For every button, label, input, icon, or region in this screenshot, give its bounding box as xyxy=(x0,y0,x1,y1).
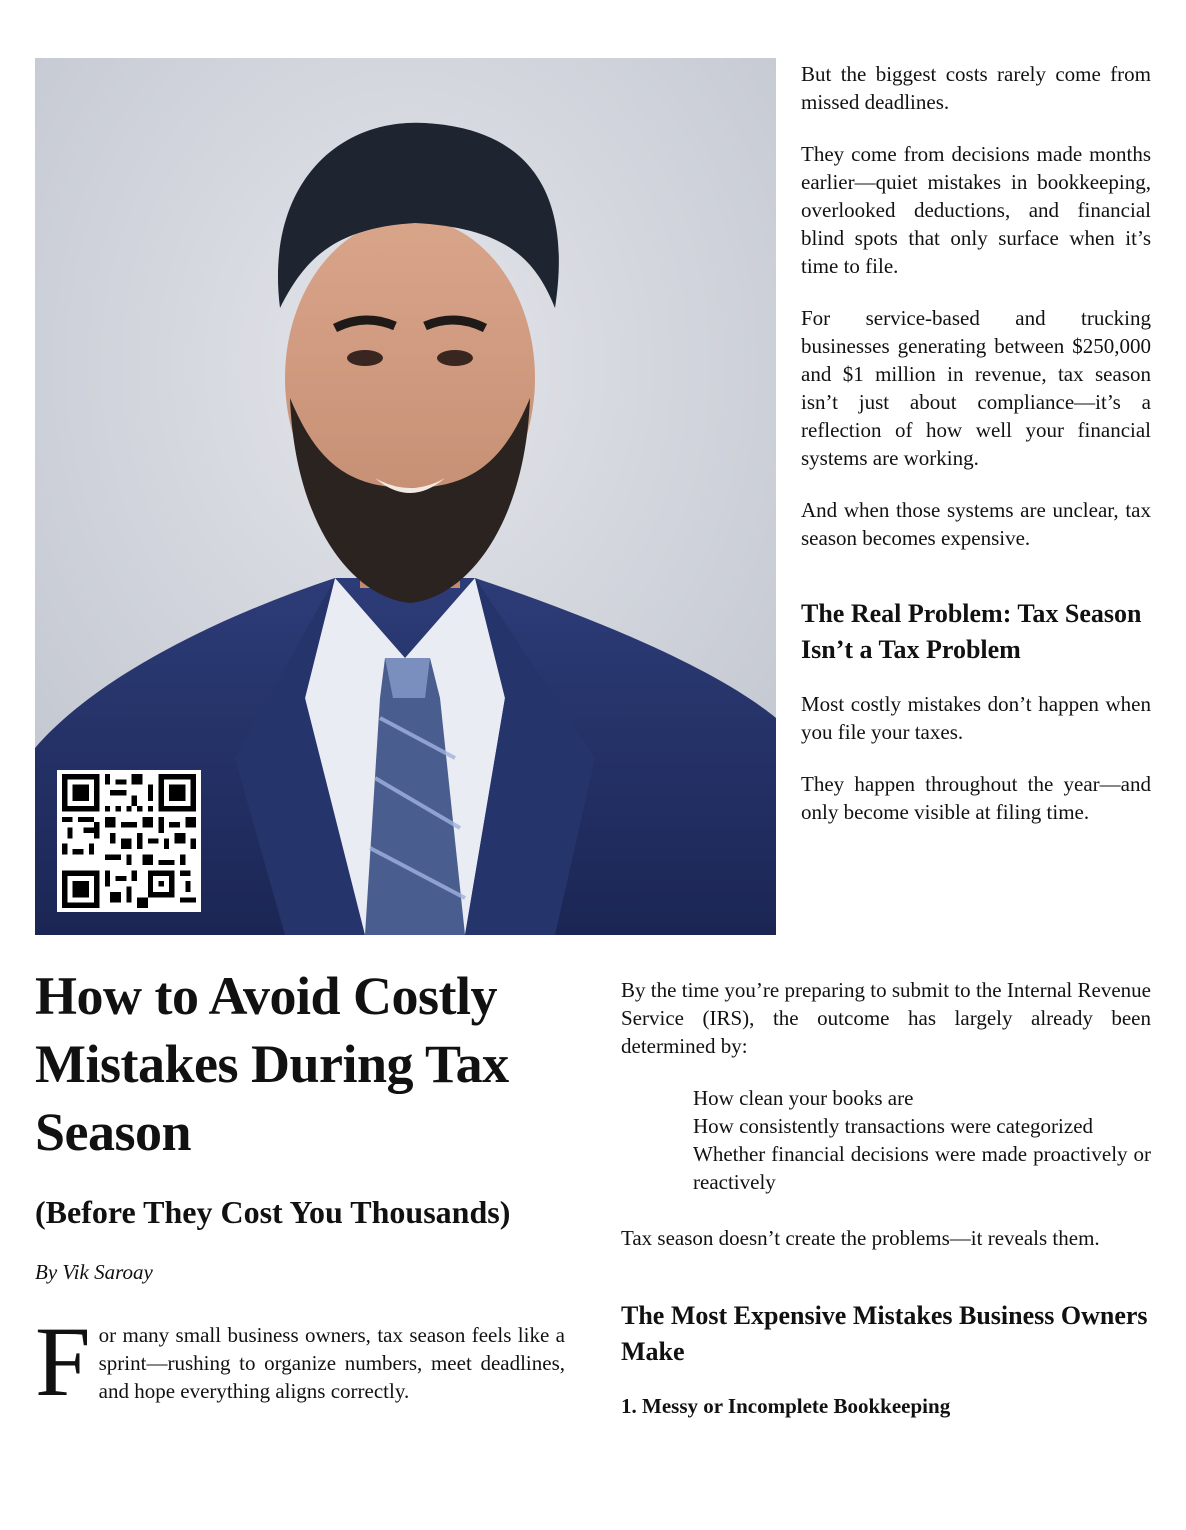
body-paragraph: They come from decisions made months earlier—quiet mistakes in bookkeeping, overlooked deductions, and financial blind spots that only surface when it’s time to file. xyxy=(801,142,1151,278)
section-heading: The Most Expensive Mistakes Business Owners Make xyxy=(621,1301,1148,1366)
body-paragraph: They happen throughout the year—and only become visible at filing time. xyxy=(801,772,1151,824)
author-photo xyxy=(35,58,776,935)
lede-text: or many small business owners, tax season feels like a sprint—rushing to organize numbers, meet deadlines, and hope everything aligns correctly. xyxy=(98,1323,565,1403)
article-title: How to Avoid Costly Mistakes During Tax Season xyxy=(35,966,509,1162)
body-paragraph: Tax season doesn’t create the problems—it reveals them. xyxy=(621,1226,1100,1250)
right-column xyxy=(801,60,1151,850)
subsection-heading: 1. Messy or Incomplete Bookkeeping xyxy=(621,1394,951,1418)
title-block xyxy=(35,962,565,1417)
body-paragraph: And when those systems are unclear, tax season becomes expensive. xyxy=(801,498,1151,550)
body-paragraph: For service-based and trucking businesses generating between $250,000 and $1 million in revenue, tax season isn’t just about compliance—it’s a reflection of how well your financial systems are working. xyxy=(801,306,1151,470)
body-paragraph: By the time you’re preparing to submit to the Internal Revenue Service (IRS), the outcome has largely already been determined by: xyxy=(621,978,1151,1058)
lede-paragraph xyxy=(35,1306,565,1417)
section-heading: The Real Problem: Tax Season Isn’t a Tax Problem xyxy=(801,599,1142,664)
factor-list xyxy=(621,1084,1151,1196)
drop-cap: F xyxy=(35,1306,91,1417)
list-item: How consistently transactions were categorized xyxy=(693,1114,1094,1138)
list-item: Whether financial decisions were made proactively or reactively xyxy=(693,1142,1151,1194)
byline: By Vik Saroay xyxy=(35,1260,153,1284)
qr-code[interactable] xyxy=(57,770,201,912)
qr-code-icon xyxy=(61,774,197,908)
middle-column xyxy=(621,976,1151,1420)
article-subtitle: (Before They Cost You Thousands) xyxy=(35,1194,511,1230)
body-paragraph: Most costly mistakes don’t happen when you file your taxes. xyxy=(801,692,1151,744)
list-item: How clean your books are xyxy=(693,1086,914,1110)
body-paragraph: But the biggest costs rarely come from missed deadlines. xyxy=(801,62,1151,114)
